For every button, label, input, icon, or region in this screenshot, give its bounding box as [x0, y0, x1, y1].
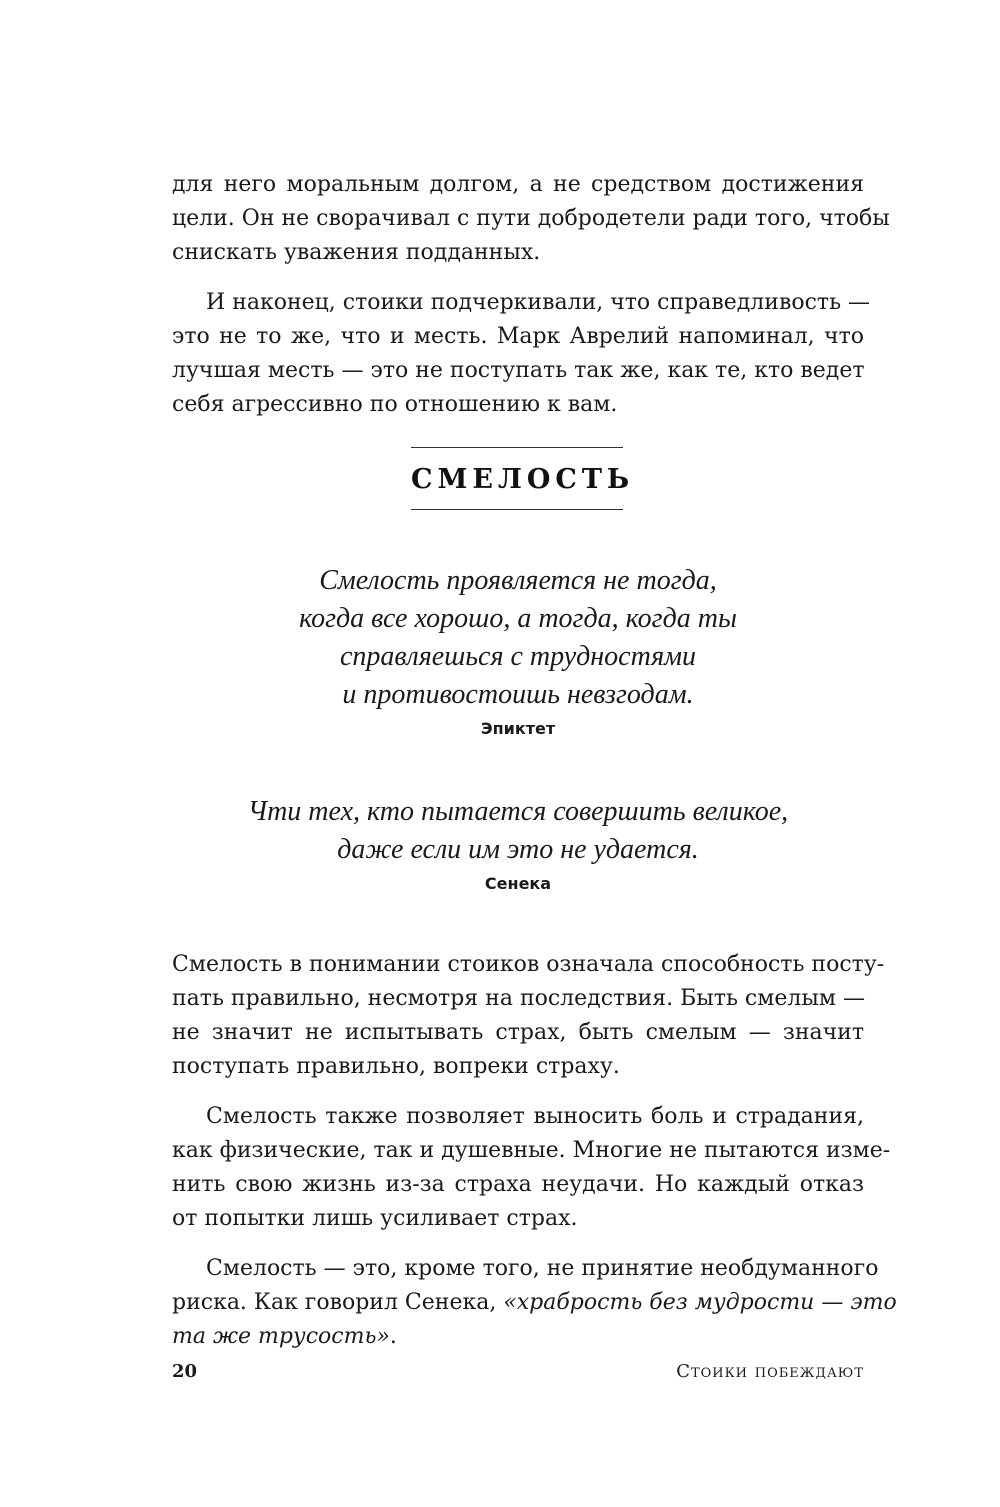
text-line	[172, 1286, 897, 1320]
text-run: риска. Как говорил Сенека,	[172, 1290, 504, 1315]
running-title: Стоики побеждают	[676, 1361, 864, 1382]
text-line: пать правильно, несмотря на последствия. Быть смелым —	[172, 986, 865, 1011]
text-line: это не то же, что и месть. Марк Аврелий напоминал, что	[172, 324, 864, 349]
text-line: цели. Он не сворачивал с пути добродетели ради того, чтобы	[172, 206, 890, 231]
text-line: не значит не испытывать страх, быть смелым — значит	[172, 1020, 864, 1045]
text-line: лучшая месть — это не поступать так же, как те, кто ведет	[172, 358, 865, 383]
text-line: Смелость также позволяет выносить боль и страдания,	[206, 1104, 864, 1129]
page-number: 20	[172, 1361, 198, 1382]
text-line: поступать правильно, вопреки страху.	[172, 1054, 620, 1079]
quote-author: Эпиктет	[480, 719, 556, 738]
quote-line: Смелость проявляется не тогда,	[319, 565, 717, 596]
quote-line: и противостоишь невзгодам.	[342, 679, 694, 710]
italic-quote-run: та же трусость»	[172, 1324, 390, 1349]
text-line: И наконец, стоики подчеркивали, что справедливость —	[206, 290, 871, 315]
paragraph	[172, 948, 885, 1084]
paragraph	[172, 1100, 891, 1236]
quote-line: справляешься с трудностями	[339, 641, 697, 672]
text-line: нить свою жизнь из-за страха неудачи. Но каждый отказ	[172, 1172, 864, 1197]
epigraph-quote	[172, 793, 864, 895]
top-text-block	[172, 168, 890, 438]
text-line: от попытки лишь усиливает страх.	[172, 1206, 578, 1231]
quote-line: Чти тех, кто пытается совершить великое,	[247, 796, 789, 827]
quote-line: когда все хорошо, а тогда, когда ты	[299, 603, 737, 634]
section-heading	[411, 447, 635, 510]
paragraph	[172, 286, 871, 422]
text-line: Смелость — это, кроме того, не принятие необдуманного	[206, 1256, 879, 1281]
heading-rule-bottom	[411, 509, 623, 510]
text-line: себя агрессивно по отношению к вам.	[172, 392, 618, 417]
italic-quote-run: «храбрость без мудрости — это	[503, 1290, 897, 1315]
quote-author: Сенека	[484, 874, 552, 893]
quote-line: даже если им это не удается.	[337, 834, 699, 865]
text-line: снискать уважения подданных.	[172, 240, 541, 265]
paragraph	[172, 1252, 897, 1354]
text-run: .	[389, 1324, 397, 1349]
heading-rule-top	[411, 447, 623, 448]
epigraph-quote	[172, 562, 864, 740]
text-line: для него моральным долгом, а не средством достижения	[172, 172, 864, 197]
section-title: СМЕЛОСТЬ	[411, 464, 635, 495]
text-line	[172, 1320, 864, 1354]
paragraph	[172, 168, 890, 270]
text-line: как физические, так и душевные. Многие не пытаются изме-	[172, 1138, 891, 1163]
body-text-block	[172, 948, 897, 1370]
text-line: Смелость в понимании стоиков означала способность посту-	[172, 952, 885, 977]
